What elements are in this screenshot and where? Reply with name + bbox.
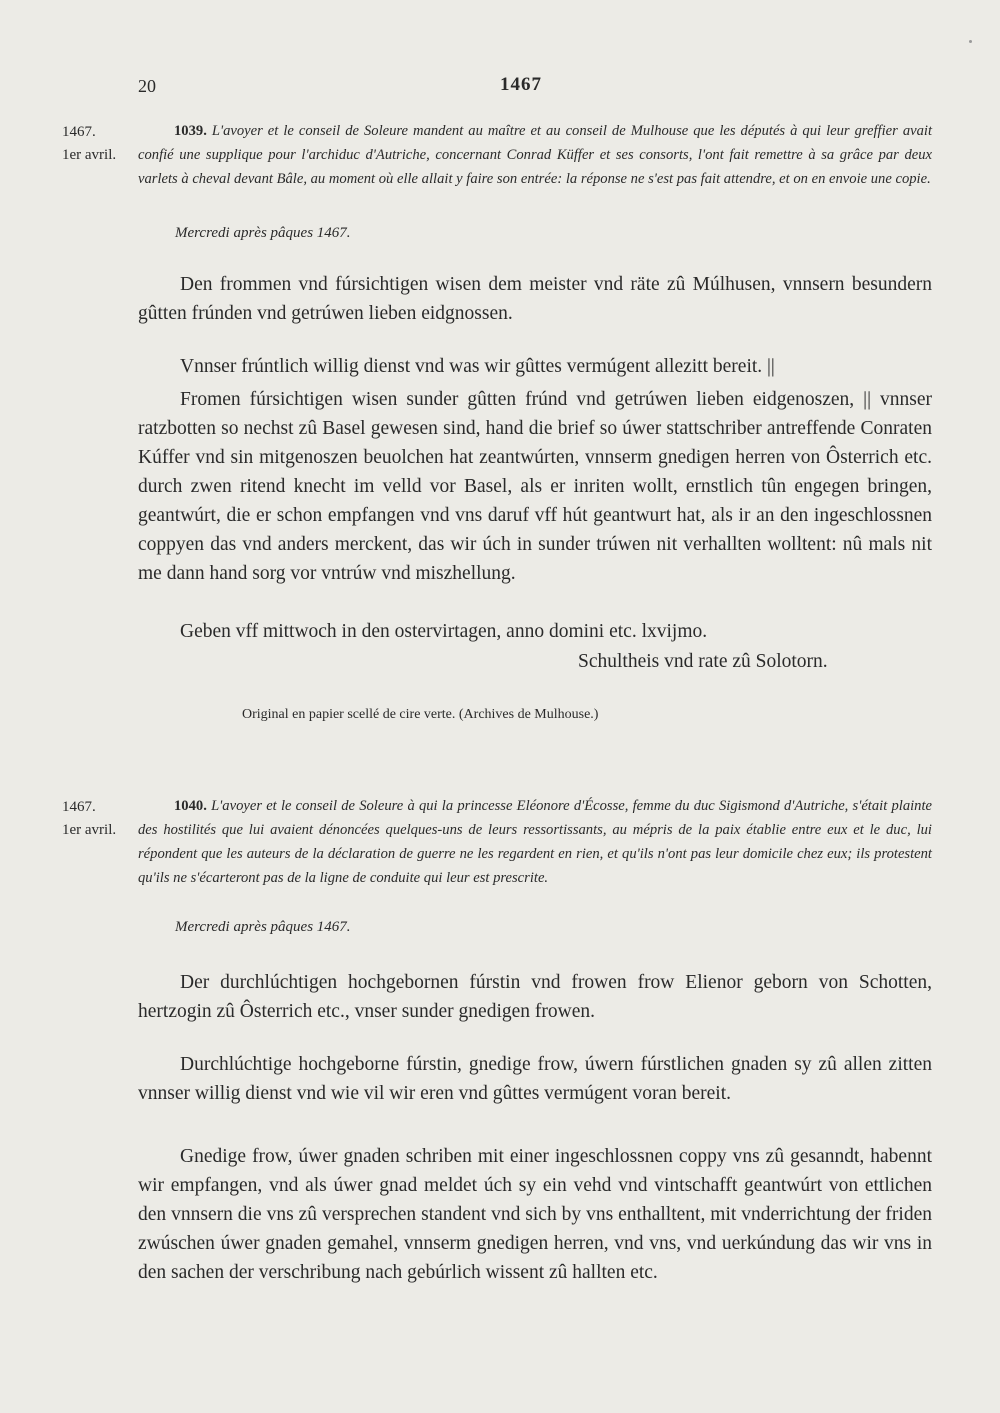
letter-body-1039: Fromen fúrsichtigen wisen sunder gûtten frúnd vnd getrúwen lieben eidgenoszen, || vnnser ratzbotten so nechst zû Basel gewesen sind, hand die brief so úwer stattschriber antreffende Conraten Kúffer vnd sin mitgenoszen beuolchen hat zeantwúrten, vnnserm gnedigen herren von Ôsterrich etc. durch zwen ritend knecht im velld vor Basel, als er inriten wollt, ernstlich tûn engegen bringen, geantwúrt, die er schon empfangen vnd vns daruf vff hút geantwurt hat, als ir an den ingeschlossnen coppyen das vnd anders merckent, das wir úch in sunder trúwen nit verhallten wolltent: nû mals nit me dann hand sorg vor vntrúw vnd miszhellung. bbox=[138, 389, 932, 584]
letter-dating-clause-1039: Geben vff mittwoch in den ostervirtagen, anno domini etc. lxvijmo. bbox=[180, 621, 708, 642]
scan-speck bbox=[969, 40, 972, 43]
summary-text: L'avoyer et le conseil de Soleure à qui la princesse Eléonore d'Écosse, femme du duc Sigismond d'Autriche, s'était plainte des hostilités que lui avaient dénoncées quelques-uns de leurs ressortissants, au mépris de la paix établie entre eux et le duc, lui répondent que les auteurs de la déclaration de guerre ne les regardent en rien, et qu'ils n'ont pas leur domicile chez eux; ils protestent qu'ils ne s'écarteront pas de la ligne de conduite qui leur est prescrite. bbox=[138, 798, 932, 886]
summary-text: L'avoyer et le conseil de Soleure mandent au maître et au conseil de Mulhouse que les députés à qui leur greffier avait confié une supplique pour l'archiduc d'Autriche, concernant Conrad Küffer et ses consorts, l'ont fait remettre à sa grâce par deux varlets à cheval devant Bâle, au moment où elle allait y faire son entrée: la réponse ne s'est pas fait attendre, et on en envoie une copie. bbox=[138, 123, 932, 187]
margin-date-1039 bbox=[62, 121, 116, 167]
letter-address-1039: Den frommen vnd fúrsichtigen wisen dem meister vnd räte zû Múlhusen, vnnsern besundern gûtten frúnden vnd getrúwen lieben eidgnossen. bbox=[138, 274, 932, 324]
margin-day: 1er avril. bbox=[62, 147, 117, 163]
margin-day: 1er avril. bbox=[62, 822, 117, 838]
entry-summary-1040 bbox=[138, 794, 932, 890]
entry-date-1040: Mercredi après pâques 1467. bbox=[175, 919, 351, 935]
letter-salutation-1040: Durchlúchtige hochgeborne fúrstin, gnedige frow, úwern fúrstlichen gnaden sy zû allen zitten vnnser willig dienst vnd wie vil wir eren vnd gûttes vermúgent voran bereit. bbox=[138, 1054, 932, 1104]
letter-body-1040: Gnedige frow, úwer gnaden schriben mit einer ingeschlossnen coppy vns zû gesanndt, habennt wir empfangen, vnd als úwer gnad meldet úch sy ein vehd vnd vintschafft geantwúrt von ettlichen den vnnsern die vns zû versprechen standent vnd sich by vns enthalltent, mit vnderrichtung der friden zwúschen úwer gnaden gemahel, vnnserm gnedigen herren, vnd vns, vnd uerkúndung das wir vns in den sachen der verschribung nach gebúrlich wissent zû hallten etc. bbox=[138, 1146, 932, 1283]
page-number: 20 bbox=[138, 76, 156, 96]
letter-salutation-1039: Vnnser frúntlich willig dienst vnd was wir gûttes vermúgent allezitt bereit. || bbox=[180, 356, 775, 377]
entry-date-1039: Mercredi après pâques 1467. bbox=[175, 225, 351, 241]
margin-year: 1467. bbox=[62, 124, 96, 140]
source-note-1039: Original en papier scellé de cire verte. (Archives de Mulhouse.) bbox=[242, 707, 599, 722]
entry-number: 1039. bbox=[174, 123, 207, 139]
margin-year: 1467. bbox=[62, 799, 96, 815]
letter-signature-1039: Schultheis vnd rate zû Solotorn. bbox=[578, 651, 828, 672]
entry-summary-1039 bbox=[138, 119, 932, 191]
letter-address-1040: Der durchlúchtigen hochgebornen fúrstin vnd frowen frow Elienor geborn von Schotten, hertzogin zû Ôsterrich etc., vnser sunder gnedigen frowen. bbox=[138, 972, 932, 1022]
page-year-header: 1467 bbox=[500, 74, 542, 95]
margin-date-1040 bbox=[62, 796, 116, 842]
entry-number: 1040. bbox=[174, 798, 207, 814]
